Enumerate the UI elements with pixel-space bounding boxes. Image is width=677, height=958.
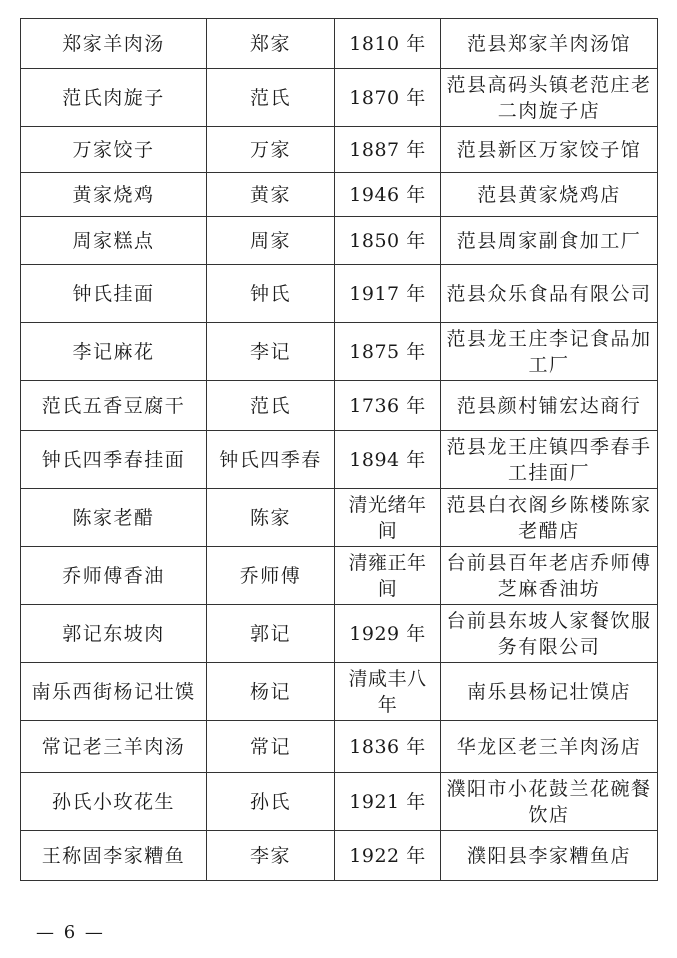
family-cell: 李家 — [207, 831, 335, 881]
family-cell: 周家 — [207, 217, 335, 265]
founded-year-cell: 1922 年 — [335, 831, 441, 881]
founded-year-cell: 1921 年 — [335, 773, 441, 831]
founded-year-cell: 1887 年 — [335, 127, 441, 173]
family-cell: 钟氏四季春 — [207, 431, 335, 489]
business-name-cell: 濮阳县李家糟鱼店 — [441, 831, 658, 881]
table-row — [21, 831, 658, 881]
business-name-cell: 范县龙王庄镇四季春手工挂面厂 — [441, 431, 658, 489]
founded-year-cell: 清光绪年间 — [335, 489, 441, 547]
table-row — [21, 265, 658, 323]
family-cell: 常记 — [207, 721, 335, 773]
table-row — [21, 217, 658, 265]
brand-name-cell: 周家糕点 — [21, 217, 207, 265]
business-name-cell: 华龙区老三羊肉汤店 — [441, 721, 658, 773]
brand-name-cell: 万家饺子 — [21, 127, 207, 173]
family-cell: 乔师傅 — [207, 547, 335, 605]
founded-year-cell: 1929 年 — [335, 605, 441, 663]
business-name-cell: 濮阳市小花鼓兰花碗餐饮店 — [441, 773, 658, 831]
business-name-cell: 范县周家副食加工厂 — [441, 217, 658, 265]
business-name-cell: 范县高码头镇老范庄老二肉旋子店 — [441, 69, 658, 127]
brand-name-cell: 陈家老醋 — [21, 489, 207, 547]
founded-year-cell: 1736 年 — [335, 381, 441, 431]
business-name-cell: 范县郑家羊肉汤馆 — [441, 19, 658, 69]
founded-year-cell: 1850 年 — [335, 217, 441, 265]
founded-year-cell: 1917 年 — [335, 265, 441, 323]
founded-year-cell: 1836 年 — [335, 721, 441, 773]
family-cell: 李记 — [207, 323, 335, 381]
brand-name-cell: 李记麻花 — [21, 323, 207, 381]
family-cell: 孙氏 — [207, 773, 335, 831]
business-name-cell: 范县白衣阁乡陈楼陈家老醋店 — [441, 489, 658, 547]
table-row — [21, 173, 658, 217]
table-row — [21, 663, 658, 721]
family-cell: 陈家 — [207, 489, 335, 547]
table-row — [21, 19, 658, 69]
brand-name-cell: 钟氏挂面 — [21, 265, 207, 323]
page-number: — 6 — — [36, 922, 105, 943]
business-name-cell: 范县龙王庄李记食品加工厂 — [441, 323, 658, 381]
table-row — [21, 127, 658, 173]
family-cell: 郭记 — [207, 605, 335, 663]
table-row — [21, 323, 658, 381]
business-name-cell: 台前县百年老店乔师傅芝麻香油坊 — [441, 547, 658, 605]
founded-year-cell: 1875 年 — [335, 323, 441, 381]
table-row — [21, 721, 658, 773]
business-name-cell: 台前县东坡人家餐饮服务有限公司 — [441, 605, 658, 663]
brand-name-cell: 范氏五香豆腐干 — [21, 381, 207, 431]
table-row — [21, 605, 658, 663]
founded-year-cell: 1870 年 — [335, 69, 441, 127]
table-row — [21, 69, 658, 127]
business-name-cell: 范县新区万家饺子馆 — [441, 127, 658, 173]
family-cell: 万家 — [207, 127, 335, 173]
brand-name-cell: 钟氏四季春挂面 — [21, 431, 207, 489]
brand-name-cell: 范氏肉旋子 — [21, 69, 207, 127]
family-cell: 郑家 — [207, 19, 335, 69]
brand-name-cell: 乔师傅香油 — [21, 547, 207, 605]
business-name-cell: 范县黄家烧鸡店 — [441, 173, 658, 217]
table-row — [21, 381, 658, 431]
brand-name-cell: 王称固李家糟鱼 — [21, 831, 207, 881]
time-honored-brands-table — [20, 18, 658, 881]
brand-name-cell: 南乐西街杨记壮馍 — [21, 663, 207, 721]
founded-year-cell: 1894 年 — [335, 431, 441, 489]
brand-name-cell: 黄家烧鸡 — [21, 173, 207, 217]
family-cell: 范氏 — [207, 69, 335, 127]
family-cell: 杨记 — [207, 663, 335, 721]
table-row — [21, 431, 658, 489]
brand-name-cell: 郭记东坡肉 — [21, 605, 207, 663]
family-cell: 钟氏 — [207, 265, 335, 323]
business-name-cell: 范县众乐食品有限公司 — [441, 265, 658, 323]
table-row — [21, 773, 658, 831]
table-body — [21, 19, 658, 881]
brand-name-cell: 常记老三羊肉汤 — [21, 721, 207, 773]
family-cell: 范氏 — [207, 381, 335, 431]
brand-name-cell: 孙氏小玫花生 — [21, 773, 207, 831]
table-row — [21, 489, 658, 547]
business-name-cell: 范县颜村铺宏达商行 — [441, 381, 658, 431]
founded-year-cell: 1946 年 — [335, 173, 441, 217]
brand-name-cell: 郑家羊肉汤 — [21, 19, 207, 69]
founded-year-cell: 1810 年 — [335, 19, 441, 69]
founded-year-cell: 清咸丰八年 — [335, 663, 441, 721]
table-row — [21, 547, 658, 605]
family-cell: 黄家 — [207, 173, 335, 217]
business-name-cell: 南乐县杨记壮馍店 — [441, 663, 658, 721]
founded-year-cell: 清雍正年间 — [335, 547, 441, 605]
